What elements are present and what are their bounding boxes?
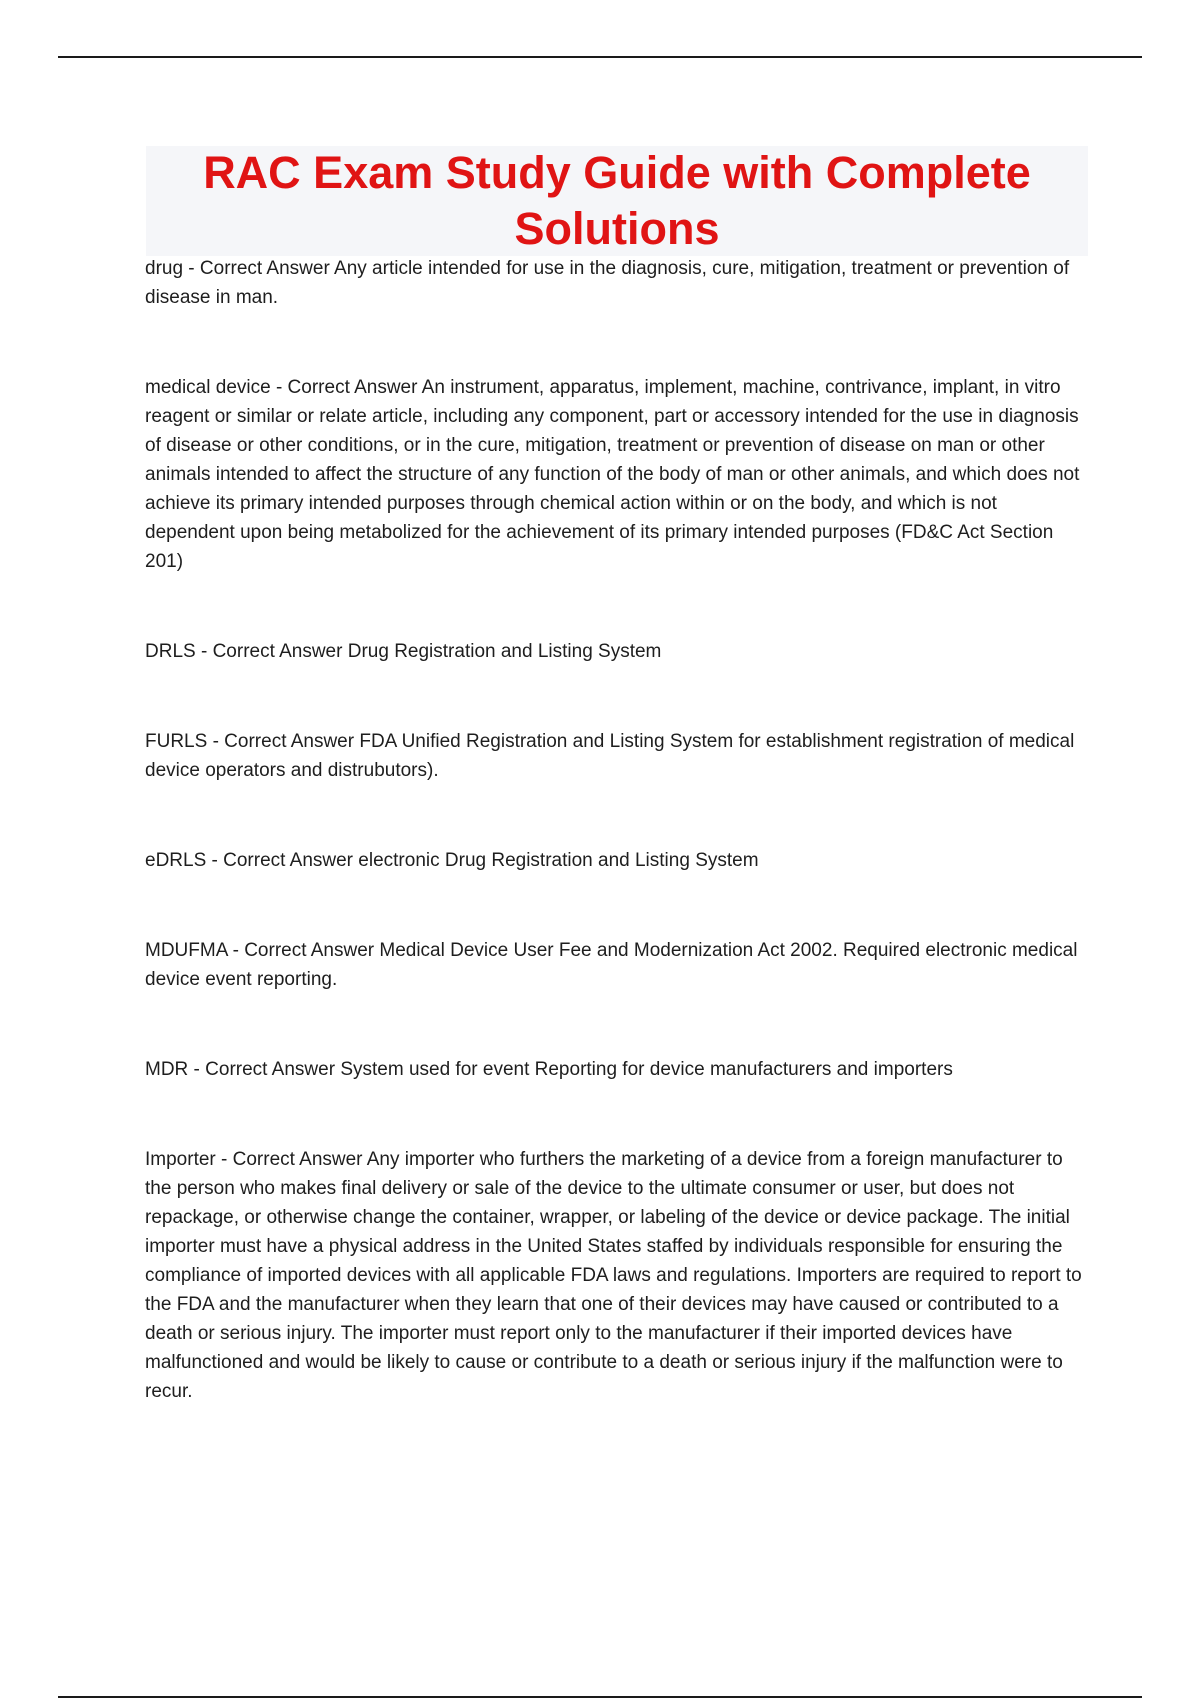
qa-list [145, 254, 1090, 1467]
qa-entry-furls [145, 727, 1090, 785]
entry-term: DRLS [145, 641, 196, 662]
entry-answer: Drug Registration and Listing System [347, 641, 662, 662]
document-title: RAC Exam Study Guide with Complete Solutions [203, 147, 1031, 254]
entry-separator: - Correct Answer [183, 258, 335, 279]
entry-separator: - Correct Answer [188, 1059, 341, 1080]
entry-term: FURLS [145, 731, 208, 752]
entry-answer: Any importer who furthers the marketing of a device from a foreign manufacturer to the person who makes final delivery or sale of the device to the ultimate consumer or user, but does not repackage, or otherwise change the container, wrapper, or labeling of the device or device package. The initial importer must have a physical address in the United States staffed by individuals responsible for ensuring the compliance of imported devices with all applicable FDA laws and regulations. Importers are required to report to the FDA and the manufacturer when they learn that one of their devices may have caused or contributed to a death or serious injury. The importer must report only to the manufacturer if their imported devices have malfunctioned and would be likely to cause or contribute to a death or serious injury if the malfunction were to recur. [145, 1149, 1082, 1402]
entry-term: drug [145, 258, 184, 279]
title-banner [146, 146, 1088, 256]
entry-term: MDR [145, 1059, 189, 1080]
entry-separator: - Correct Answer [207, 731, 360, 752]
entry-separator: - Correct Answer [227, 940, 380, 961]
entry-separator: - Correct Answer [206, 850, 359, 871]
qa-entry-mdr [145, 1055, 1090, 1084]
entry-term: eDRLS [145, 850, 207, 871]
footer-rule [58, 1696, 1142, 1698]
qa-entry-mdufma [145, 936, 1090, 994]
entry-term: MDUFMA [145, 940, 228, 961]
entry-term: Importer [145, 1149, 216, 1170]
qa-entry-importer [145, 1145, 1090, 1406]
entry-separator: - Correct Answer [270, 377, 422, 398]
entry-answer: FDA Unified Registration and Listing System for establishment registration of medical device operators and distrubutors). [145, 731, 1075, 781]
entry-answer: Any article intended for use in the diagnosis, cure, mitigation, treatment or prevention of disease in man. [145, 258, 1070, 308]
entry-separator: - Correct Answer [195, 641, 348, 662]
qa-entry-medical-device [145, 373, 1090, 576]
entry-term: medical device [145, 377, 271, 398]
header-rule [58, 56, 1142, 58]
entry-separator: - Correct Answer [215, 1149, 367, 1170]
qa-entry-drug [145, 254, 1090, 312]
entry-answer: System used for event Reporting for device manufacturers and importers [340, 1059, 953, 1080]
entry-answer: Medical Device User Fee and Modernization Act 2002. Required electronic medical device event reporting. [145, 940, 1078, 990]
entry-answer: An instrument, apparatus, implement, machine, contrivance, implant, in vitro reagent or similar or relate article, including any component, part or accessory intended for the use in diagnosis of disease or other conditions, or in the cure, mitigation, treatment or prevention of disease on man or other animals intended to affect the structure of any function of the body of man or other animals, and which does not achieve its primary intended purposes through chemical action within or on the body, and which is not dependent upon being metabolized for the achievement of its primary intended purposes (FD&C Act Section 201) [145, 377, 1080, 572]
qa-entry-edrls [145, 846, 1090, 875]
qa-entry-drls [145, 637, 1090, 666]
entry-answer: electronic Drug Registration and Listing System [358, 850, 759, 871]
